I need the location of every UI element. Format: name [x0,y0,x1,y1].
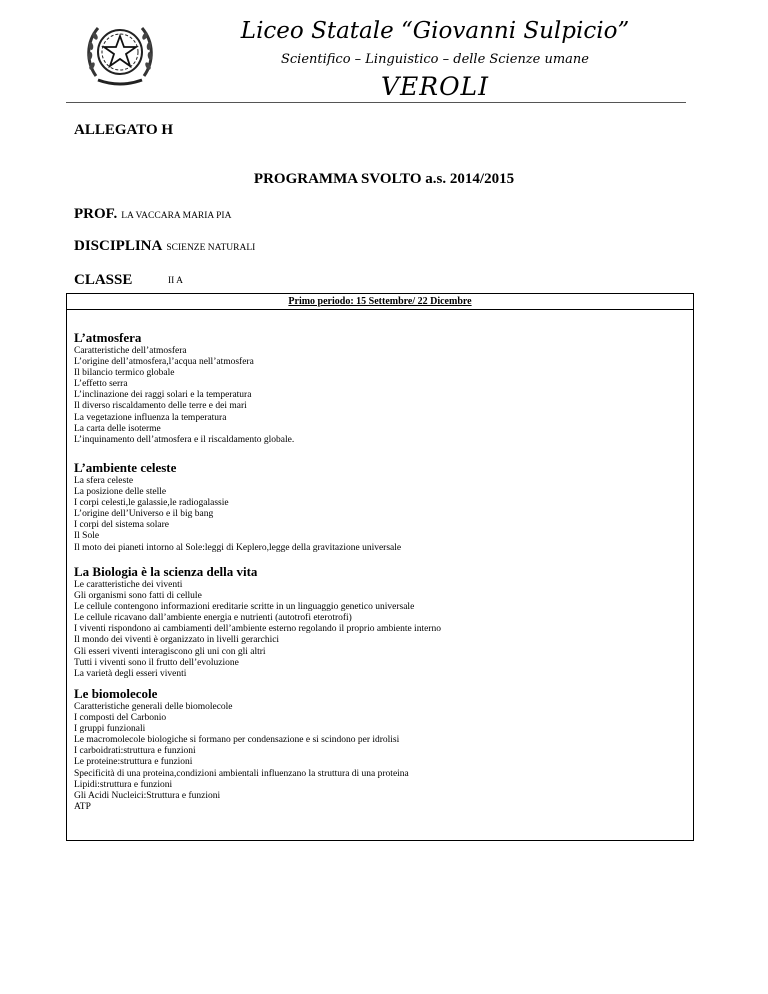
list-item: La vegetazione influenza la temperatura [74,412,227,423]
section-title: L’atmosfera [74,330,142,345]
list-item: ATP [74,801,91,812]
list-item: Le macromolecole biologiche si formano per condensazione e si scindono per idrolisi [74,735,400,746]
attachment-label: ALLEGATO H [74,122,174,138]
list-item: Il moto dei pianeti intorno al Sole:leggi di Keplero,legge della gravitazione universale [74,542,402,553]
list-item: L’origine dell’atmosfera,l’acqua nell’atmosfera [74,357,254,368]
list-item: L’inclinazione dei raggi solari e la temperatura [74,390,252,401]
class-label: CLASSE [74,272,133,288]
period-header [67,294,693,310]
list-item: Lipidi:struttura e funzioni [74,779,173,790]
list-item: L’inquinamento dell’atmosfera e il riscaldamento globale. [74,434,295,445]
list-item: L’effetto serra [74,379,128,390]
period-label: Primo periodo: 15 Settembre/ 22 Dicembre [288,296,472,307]
topic-list [74,346,294,446]
professor-name: LA VACCARA MARIA PIA [121,211,232,221]
list-item: Le cellule ricavano dall’ambiente energia e nutrienti (autotrofi eterotrofi) [74,613,352,624]
list-item: I corpi celesti,le galassie,le radiogalassie [74,498,229,509]
discipline-label: DISCIPLINA [74,238,163,254]
list-item: Gli Acidi Nucleici:Struttura e funzioni [74,790,221,801]
section-atmosfera [74,330,294,446]
list-item: Le cellule contengono informazioni ereditarie scritte in un linguaggio genetico universale [74,602,415,613]
header-divider [66,102,686,103]
list-item: Tutti i viventi sono il frutto dell’evoluzione [74,657,239,668]
list-item: Gli esseri viventi interagiscono gli uni con gli altri [74,646,266,657]
list-item: Il Sole [74,531,100,542]
topic-list [74,580,441,680]
section-title: Le biomolecole [74,686,158,701]
class-value: II A [168,276,184,286]
list-item: I corpi del sistema solare [74,520,169,531]
list-item: La posizione delle stelle [74,487,167,498]
list-item: I viventi rispondono ai cambiamenti dell’ambiente esterno regolando il proprio ambiente interno [74,624,441,635]
list-item: La sfera celeste [74,476,134,486]
list-item: I gruppi funzionali [74,724,146,735]
list-item: Specificità di una proteina,condizioni ambientali influenzano la struttura di una proteina [74,768,409,779]
list-item: Il bilancio termico globale [74,368,175,379]
list-item: Le proteine:struttura e funzioni [74,757,193,768]
section-biologia [74,564,441,680]
school-city: VEROLI [380,72,490,101]
professor-label: PROF. [74,206,118,222]
school-name: Liceo Statale “Giovanni Sulpicio” [240,18,630,44]
program-box [66,293,694,841]
list-item: La varietà degli esseri viventi [74,668,187,679]
topic-list [74,476,401,554]
list-item: Caratteristiche dell’atmosfera [74,346,187,356]
discipline-row [74,237,255,255]
section-ambiente-celeste [74,460,401,554]
list-item: Il diverso riscaldamento delle terre e dei mari [74,401,247,412]
document-title: PROGRAMMA SVOLTO a.s. 2014/2015 [253,171,515,187]
topic-list [74,702,409,813]
professor-row [74,205,231,223]
list-item: I composti del Carbonio [74,713,167,724]
list-item: I carboidrati:struttura e funzioni [74,746,196,757]
school-subtitle: Scientifico – Linguistico – delle Scienze umane [280,52,590,67]
list-item: Gli organismi sono fatti di cellule [74,591,202,602]
section-title: L’ambiente celeste [74,460,177,475]
list-item: Caratteristiche generali delle biomolecole [74,702,233,712]
class-row [74,271,184,289]
list-item: L’origine dell’Universo e il big bang [74,509,214,520]
section-title: La Biologia è la scienza della vita [74,564,258,579]
section-biomolecole [74,686,409,813]
list-item: Le caratteristiche dei viventi [74,580,183,590]
discipline-value: SCIENZE NATURALI [166,243,256,253]
italian-republic-emblem-icon [82,16,158,90]
list-item: Il mondo dei viventi è organizzato in livelli gerarchici [74,635,280,646]
list-item: La carta delle isoterme [74,423,161,434]
